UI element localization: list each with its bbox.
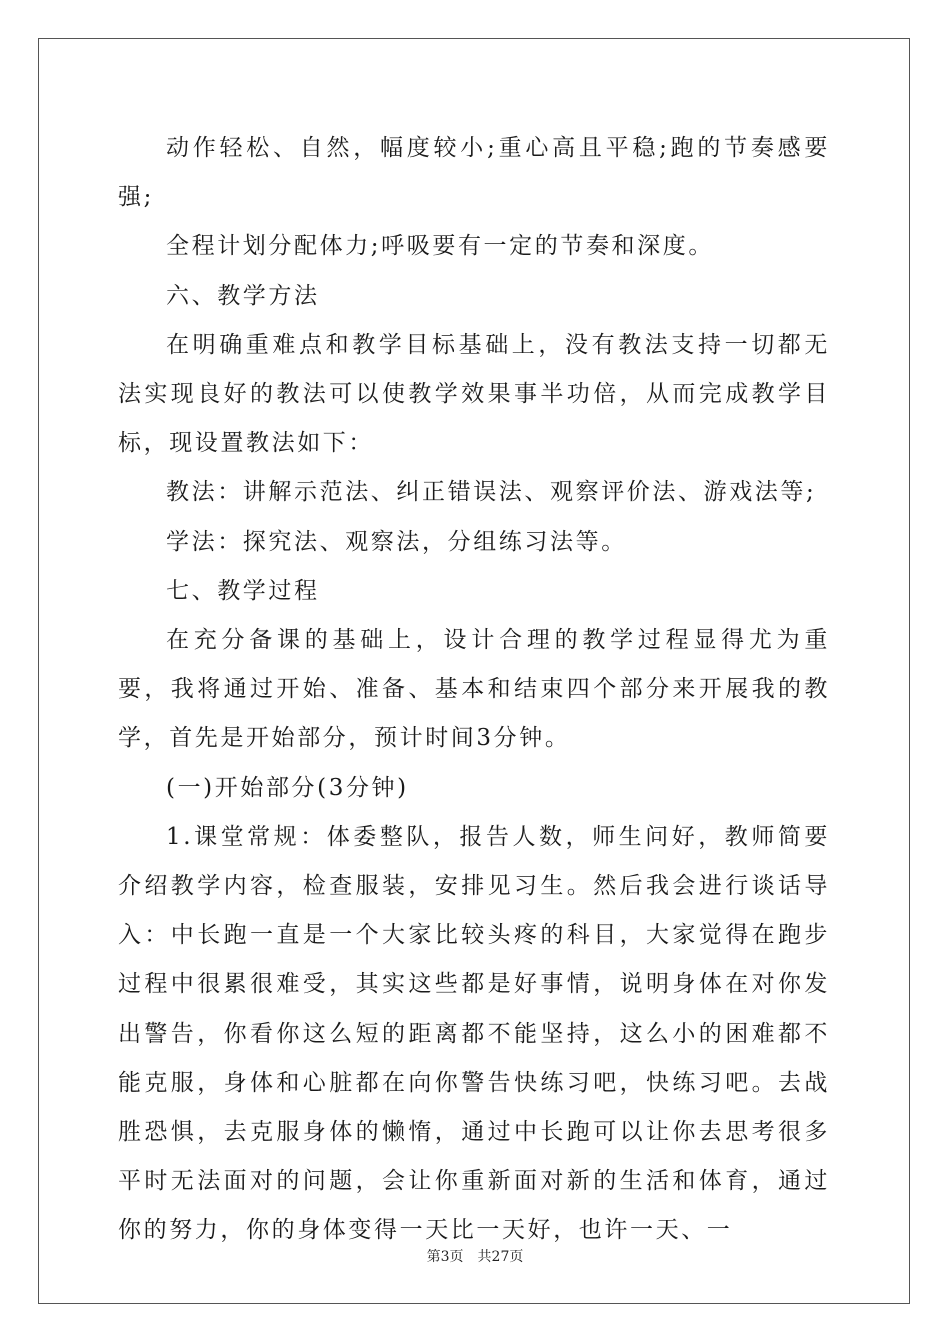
document-body — [118, 124, 830, 1256]
paragraph-3: 在明确重难点和教学目标基础上，没有教法支持一切都无法实现良好的教法可以使教学效果事半功倍，从而完成教学目标，现设置教法如下： — [118, 331, 830, 457]
paragraph-7: 1.课堂常规：体委整队，报告人数，师生问好，教师简要介绍教学内容，检查服装，安排见习生。然后我会进行谈话导入：中长跑一直是一个大家比较头疼的科目，大家觉得在跑步过程中很累很难受，其实这些都是好事情，说明身体在对你发出警告，你看你这么短的距离都不能坚持，这么小的困难都不能克服，身体和心脏都在向你警告快练习吧，快练习吧。去战胜恐惧，去克服身体的懒惰，通过中长跑可以让你去思考很多平时无法面对的问题，会让你重新面对新的生活和体育，通过你的努力，你的身体变得一天比一天好，也许一天、一 — [118, 823, 830, 1244]
subsection-heading-opening: (一)开始部分(3分钟) — [166, 774, 409, 801]
section-heading-teaching-process: 七、教学过程 — [166, 577, 320, 604]
section-heading-teaching-methods: 六、教学方法 — [166, 282, 320, 309]
page-number-footer: 第3页 共27页 — [426, 1249, 524, 1265]
paragraph-4: 教法：讲解示范法、纠正错误法、观察评价法、游戏法等; — [166, 479, 817, 506]
paragraph-5: 学法：探究法、观察法，分组练习法等。 — [166, 528, 627, 555]
paragraph-1: 动作轻松、自然，幅度较小;重心高且平稳;跑的节奏感要强; — [118, 135, 830, 211]
paragraph-6: 在充分备课的基础上，设计合理的教学过程显得尤为重要，我将通过开始、准备、基本和结束四个部分来开展我的教学，首先是开始部分，预计时间3分钟。 — [118, 627, 830, 752]
paragraph-2: 全程计划分配体力;呼吸要有一定的节奏和深度。 — [166, 233, 714, 260]
